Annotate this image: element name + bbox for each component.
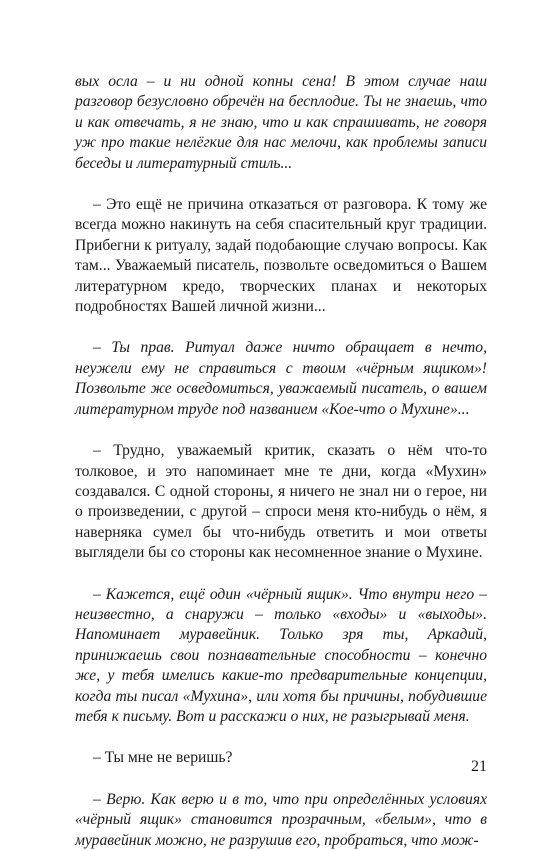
paragraph-1: вых осла – и ни одной копны сена! В этом случае наш разговор безусловно обречён на бесплодие. Ты не знаешь, что и как отвечать, я не знаю, что и как спрашивать, не говоря уж про такие нелёгкие для нас мелочи, как проблемы записи беседы и литературный стиль...: [75, 73, 487, 172]
paragraph-6: – Ты мне не веришь?: [93, 749, 233, 767]
paragraph-7: – Верю. Как верю и в то, что при определённых условиях «чёрный ящик» становится прозрачным, «белым», что в муравейник можно, не разрушив его, пробраться, что мож-: [75, 790, 487, 849]
page-number: 21: [471, 758, 487, 775]
paragraph-3: – Ты прав. Ритуал даже ничто обращает в нечто, неужели ему не справиться с твоим «чёрным ящиком»! Позвольте же осведомиться, уважаемый писатель, о вашем литературном труде под названием «Кое-что о Мухине»...: [75, 339, 487, 418]
paragraph-5: – Кажется, ещё один «чёрный ящик». Что внутри него – неизвестно, а снаружи – только «входы» и «выходы». Напоминает муравейник. Только зря ты, Аркадий, принижаешь свои познавательные способности – конечно же, у тебя имелись какие-то предварительные концепции, когда ты писал «Мухина», или хотя бы причины, побудившие тебя к письму. Вот и расскажи о них, не разыгрывай меня.: [75, 585, 487, 725]
paragraph-4: – Трудно, уважаемый критик, сказать о нём что-то толковое, и это напоминает мне те дни, когда «Мухин» создавался. С одной стороны, я ничего не знал ни о герое, ни о произведении, с другой – спроси меня кто-нибудь о нём, я наверняка сумел бы что-нибудь ответить и мои ответы выглядели бы со стороны как несомненное знание о Мухине.: [75, 442, 487, 562]
text-body: [75, 72, 487, 851]
paragraph-2: – Это ещё не причина отказаться от разговора. К тому же всегда можно накинуть на себя спасительный круг традиции. Прибегни к ритуалу, задай подобающие случаю вопросы. Как там... Уважаемый писатель, позвольте осведомиться о Вашем литературном кредо, творческих планах и некоторых подробностях Вашей личной жизни...: [75, 196, 487, 316]
